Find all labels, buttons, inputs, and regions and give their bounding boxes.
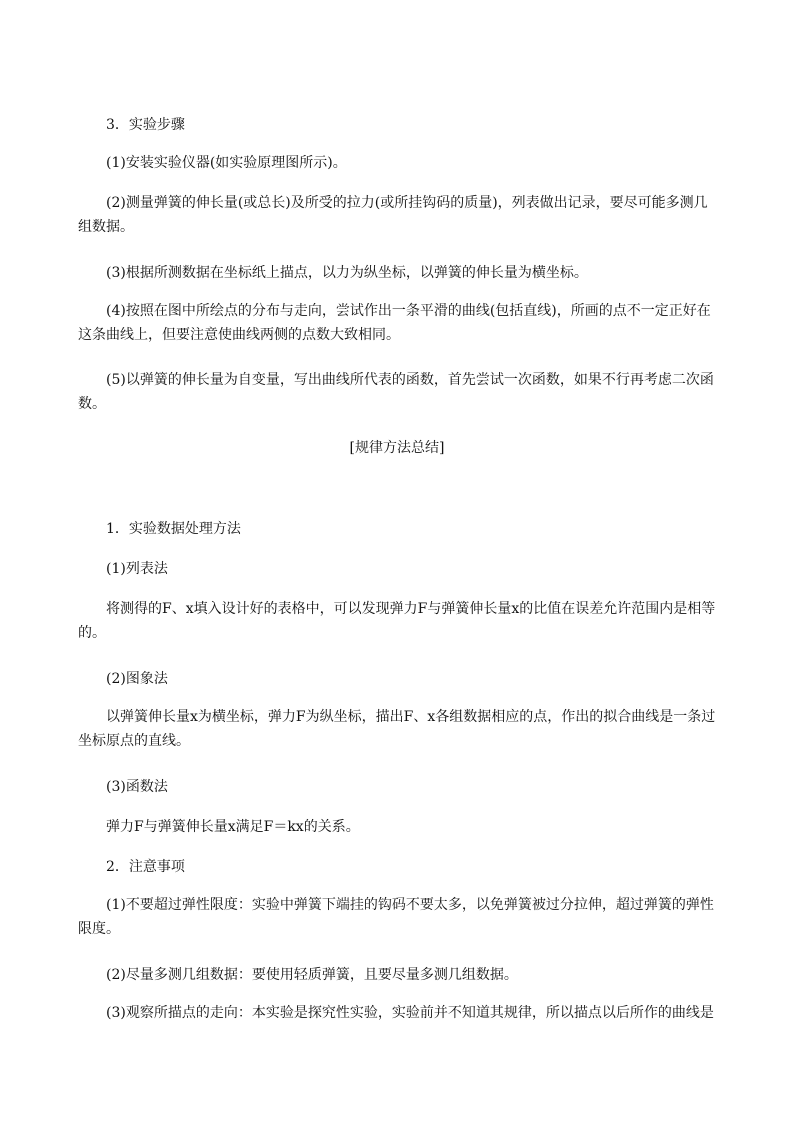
step-2: (2)测量弹簧的伸长量(或总长)及所受的拉力(或所挂钩码的质量)，列表做出记录，要尽可能多测几组数据。 — [78, 195, 708, 235]
step-3: (3)根据所测数据在坐标纸上描点，以力为纵坐标，以弹簧的伸长量为横坐标。 — [106, 265, 588, 281]
step-1: (1)安装实验仪器(如实验原理图所示)。 — [106, 155, 347, 171]
step-4: (4)按照在图中所绘点的分布与走向，尝试作出一条平滑的曲线(包括直线)，所画的点不一定正好在这条曲线上，但要注意使曲线两侧的点数大致相同。 — [78, 303, 711, 343]
section-3-heading: 3．实验步骤 — [106, 117, 185, 133]
step-5: (5)以弹簧的伸长量为自变量，写出曲线所代表的函数，首先尝试一次函数，如果不行再考虑二次函数。 — [78, 372, 714, 412]
note-1: (1)不要超过弹性限度：实验中弹簧下端挂的钩码不要太多，以免弹簧被过分拉伸，超过弹簧的弹性限度。 — [78, 897, 714, 937]
method-2-title: (2)图象法 — [106, 671, 168, 687]
notes-heading: 2．注意事项 — [106, 859, 185, 875]
note-2: (2)尽量多测几组数据：要使用轻质弹簧，且要尽量多测几组数据。 — [106, 967, 518, 983]
method-1-text: 将测得的F、x填入设计好的表格中，可以发现弹力F与弹簧伸长量x的比值在误差允许范围内是相等的。 — [78, 601, 716, 641]
summary-title: [规律方法总结] — [349, 440, 445, 456]
method-2-text: 以弹簧伸长量x为横坐标，弹力F为纵坐标，描出F、x各组数据相应的点，作出的拟合曲线是一条过坐标原点的直线。 — [78, 709, 716, 749]
method-3-text: 弹力F与弹簧伸长量x满足F＝kx的关系。 — [106, 819, 360, 835]
method-3-title: (3)函数法 — [106, 779, 168, 795]
note-3: (3)观察所描点的走向：本实验是探究性实验，实验前并不知道其规律，所以描点以后所作的曲线是 — [106, 1005, 714, 1021]
data-processing-heading: 1．实验数据处理方法 — [106, 521, 241, 537]
method-1-title: (1)列表法 — [106, 561, 168, 577]
